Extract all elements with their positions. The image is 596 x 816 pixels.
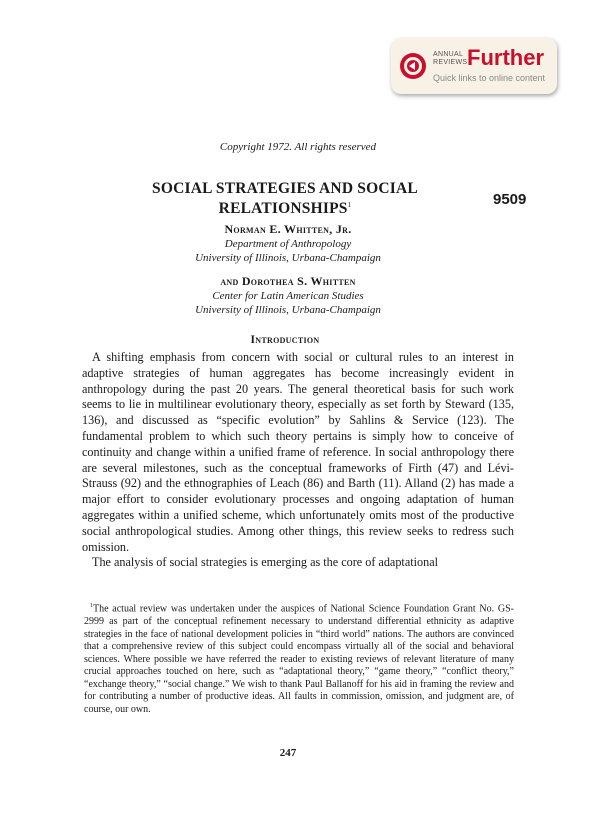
body-text: [82, 350, 514, 571]
paragraph-1: A shifting emphasis from concern with social or cultural rules to an interest in adaptive strategies of human aggregates has become increasingly evident in anthropology during the past 20 years. The general theoretical basis for such work seems to lie in multilinear evolutionary theory, especially as set forth by Steward (135, 136), and discussed as “specific evolution” by Sahlins & Service (123). The fundamental problem to which such theory pertains is simply how to conceive of continuity and change within a unified frame of reference. In social anthropology there are several milestones, such as the conceptual frameworks of Firth (47) and Lévi-Strauss (92) and the ethnographies of Leach (86) and Barth (11). Alland (2) has made a major effort to consider evolutionary processes and ongoing adaptation of human aggregates within a unified scheme, which unfortunately omits most of the productive social anthropological studies. Among other things, this review seeks to redress such omission.: [82, 350, 514, 554]
author-2: and Dorothea S. Whitten: [220, 274, 356, 288]
footnote-body: The actual review was undertaken under the auspices of National Science Foundation Grant No. GS-2999 as part of the conceptual refinement necessary to understand differential ethnicity as adaptive strategies in the face of national development policies in “third world” nations. The authors are convinced that a comprehensive review of this subject could encompass virtually all of the social and behavioral sciences. Where possible we have referred the reader to existing reviews of relevant literature of many crucial approaches touched on here, such as “adaptational theory,” “game theory,” “conflict theory,” “exchange theory,” “social change.” We wish to thank Paul Ballanoff for his aid in framing the review and for contributing a number of productive ideas. All faults in commission, omission, and judgment are, of course, our own.: [84, 603, 514, 716]
author-1-university: University of Illinois, Urbana-Champaign: [195, 252, 381, 264]
author-1-department: Department of Anthropology: [224, 238, 352, 250]
article-code: 9509: [493, 191, 527, 208]
author-1: Norman E. Whitten, Jr.: [224, 222, 352, 236]
quick-links-label: Quick links to online content: [433, 73, 546, 83]
annual-reviews-logo-icon: [399, 52, 427, 80]
article-title: [120, 180, 450, 217]
footnote-mark: 1: [90, 603, 93, 609]
footnote: [84, 600, 514, 717]
title-line-2-text: RELATIONSHIPS: [218, 200, 348, 218]
page-number: 247: [279, 747, 297, 759]
title-footnote-mark: 1: [347, 201, 352, 209]
title-line-2: [120, 197, 450, 217]
further-label: Further: [467, 45, 544, 70]
section-heading: Introduction: [250, 334, 320, 346]
further-badge[interactable]: [391, 38, 557, 94]
title-line-1: SOCIAL STRATEGIES AND SOCIAL: [152, 180, 418, 197]
paragraph-2: The analysis of social strategies is emerging as the core of adaptational: [92, 555, 438, 570]
copyright-notice: Copyright 1972. All rights reserved: [219, 141, 377, 153]
annual-reviews-label: ANNUAL REVIEWS: [433, 51, 468, 66]
author-2-department: Center for Latin American Studies: [212, 290, 364, 302]
author-2-university: University of Illinois, Urbana-Champaign: [195, 304, 381, 316]
footnote-text: [84, 600, 514, 717]
